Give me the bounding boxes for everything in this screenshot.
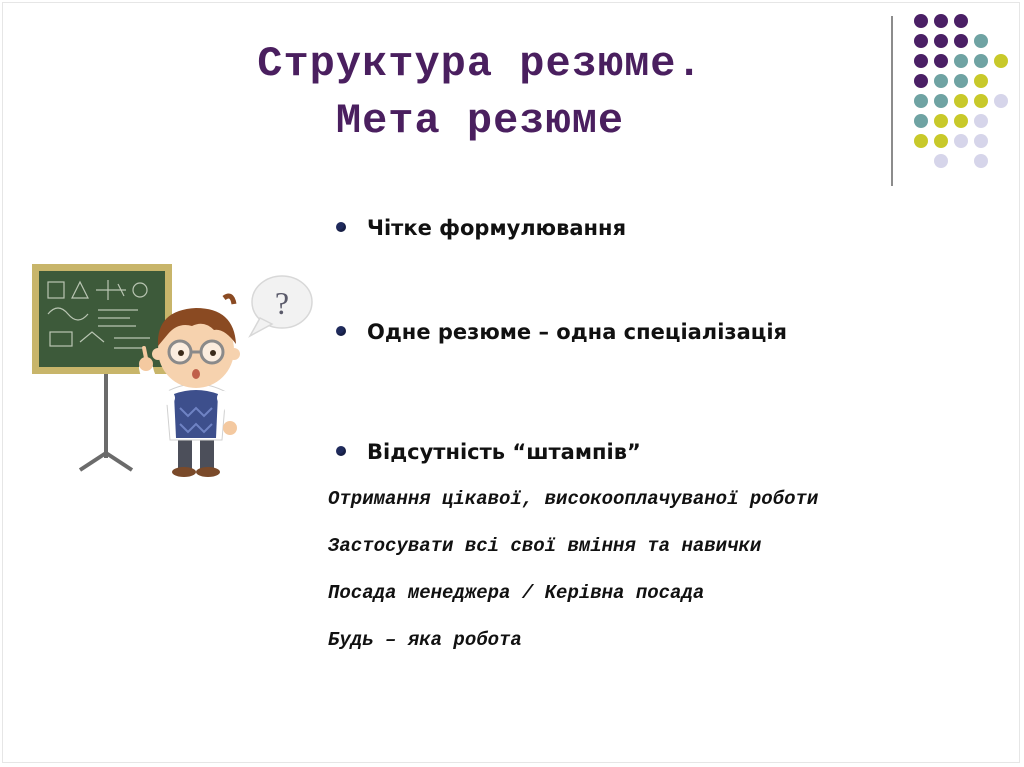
decorative-dot: [934, 154, 948, 168]
boy-hand-icon: [223, 421, 237, 435]
bullet-text: Відсутність “штампів”: [367, 440, 641, 464]
boy-arm-icon: [224, 398, 233, 424]
question-mark-icon: ?: [274, 285, 290, 321]
boy-mouth-icon: [192, 369, 200, 379]
example-phrase: Отримання цікавої, високооплачуваної роботи: [328, 488, 819, 510]
decorative-dot: [934, 94, 948, 108]
decorative-dot: [914, 54, 928, 68]
decorative-dot: [914, 114, 928, 128]
easel-leg-icon: [80, 453, 106, 470]
bullet-item: [336, 216, 626, 240]
decorative-dot: [994, 54, 1008, 68]
example-phrase: Посада менеджера / Керівна посада: [328, 582, 705, 604]
decorative-dot: [974, 74, 988, 88]
decorative-dot: [954, 74, 968, 88]
decorative-dot: [994, 94, 1008, 108]
boy-eye-icon: [178, 350, 184, 356]
boy-vest-icon: [174, 390, 218, 438]
boy-shoe-icon: [196, 467, 220, 477]
decorative-dot: [914, 14, 928, 28]
bullet-dot-icon: [336, 446, 346, 456]
decorative-dot: [974, 34, 988, 48]
decorative-dot: [974, 94, 988, 108]
slide-title-line-1: Структура резюме.: [257, 40, 703, 88]
decorative-dot: [914, 74, 928, 88]
decorative-dot: [974, 154, 988, 168]
bullet-dot-icon: [336, 222, 346, 232]
decorative-dot: [914, 94, 928, 108]
decorative-dot: [934, 114, 948, 128]
decorative-dot: [954, 54, 968, 68]
decorative-dot: [934, 14, 948, 28]
bullet-item: [336, 440, 641, 464]
boy-eye-icon: [210, 350, 216, 356]
decorative-dot: [974, 114, 988, 128]
decorative-dot: [974, 54, 988, 68]
decorative-dot: [934, 134, 948, 148]
slide-title-line-2: Мета резюме: [335, 97, 625, 145]
decorative-dot: [954, 14, 968, 28]
decorative-dot: [954, 114, 968, 128]
decorative-dot: [934, 74, 948, 88]
decorative-divider-line: [891, 16, 893, 186]
bullet-text: Чітке формулювання: [367, 216, 627, 240]
bullet-item: [336, 320, 787, 344]
example-phrase: Застосувати всі свої вміння та навички: [328, 535, 762, 557]
boy-ear-icon: [228, 348, 240, 360]
bullet-text: Одне резюме – одна спеціалізація: [367, 320, 788, 344]
decorative-dot: [974, 134, 988, 148]
decorative-dot: [914, 134, 928, 148]
slide-title: [140, 36, 820, 150]
decorative-dot: [934, 54, 948, 68]
easel-leg-icon: [106, 453, 132, 470]
bullet-dot-icon: [336, 326, 346, 336]
decorative-dot: [954, 134, 968, 148]
decorative-dot: [954, 34, 968, 48]
example-phrase: Будь – яка робота: [328, 629, 522, 651]
decorative-dot: [914, 34, 928, 48]
boy-shoe-icon: [172, 467, 196, 477]
boy-hair-tuft-icon: [224, 296, 234, 304]
boy-ear-icon: [152, 348, 164, 360]
boy-teacher-illustration: [28, 258, 328, 486]
decorative-dot: [934, 34, 948, 48]
decorative-dot: [954, 94, 968, 108]
boy-finger-icon: [144, 348, 146, 358]
